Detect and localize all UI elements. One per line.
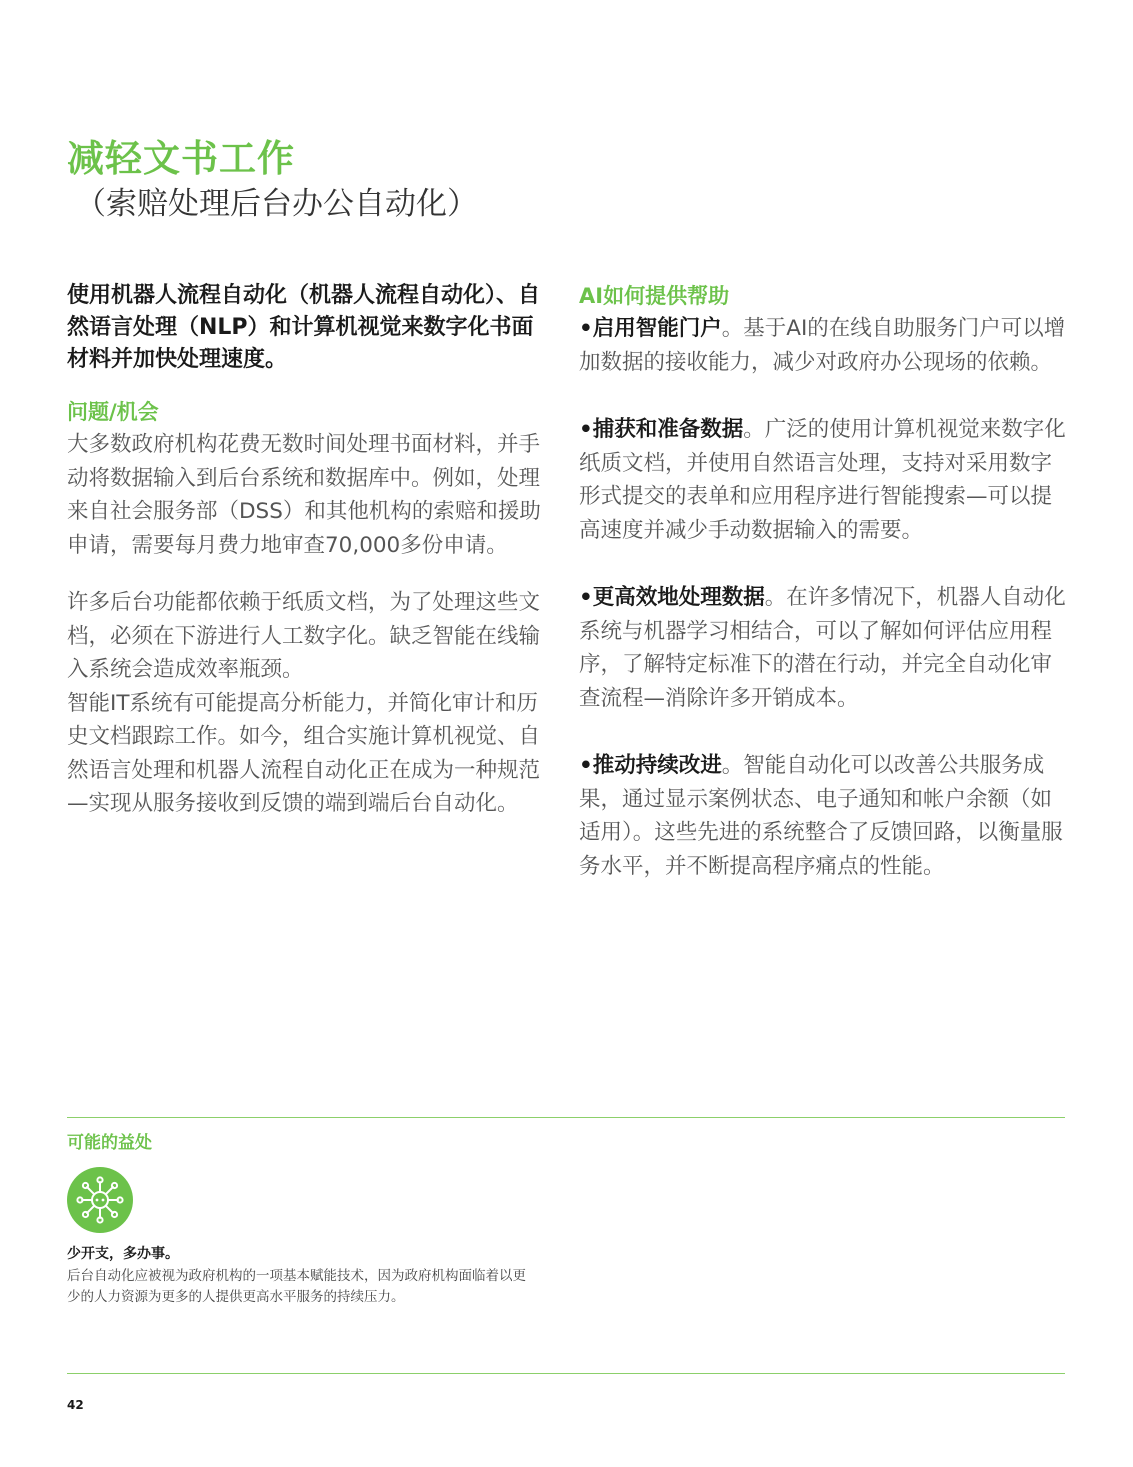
bullet-smart-portal	[579, 312, 1069, 379]
page-subtitle: （索赔处理后台办公自动化）	[75, 186, 478, 222]
lede-paragraph: 使用机器人流程自动化（机器人流程自动化）、自然语言处理（NLP）和计算机视觉来数字化书面材料并加快处理速度。	[67, 283, 541, 372]
bullet-text: 。智能自动化可以改善公共服务成果，通过显示案例状态、电子通知和帐户余额（如适用）。这些先进的系统整合了反馈回路，以衡量服务水平，并不断提高程序痛点的性能。	[579, 753, 1063, 879]
bullet-text: 。广泛的使用计算机视觉来数字化纸质文档，并使用自然语言处理，支持对采用数字形式提交的表单和应用程序进行智能搜索—可以提高速度并减少手动数据输入的需要。	[579, 417, 1066, 543]
bullet-title: •推动持续改进	[579, 753, 722, 778]
network-cost-icon	[66, 1166, 134, 1234]
problem-paragraph-1: 大多数政府机构花费无数时间处理书面材料，并手动将数据输入到后台系统和数据库中。例如，处理来自社会服务部（DSS）和其他机构的索赔和援助申请，需要每月费力地审查70,000多份申请。	[67, 432, 541, 558]
benefit-description: 后台自动化应被视为政府机构的一项基本赋能技术，因为政府机构面临着以更少的人力资源为更多的人提供更高水平服务的持续压力。	[67, 1268, 526, 1305]
page-number: 42	[67, 1398, 84, 1412]
bullet-title: •启用智能门户	[579, 316, 722, 341]
left-column	[67, 280, 545, 821]
bullet-process-data	[579, 581, 1069, 715]
bullet-text: 。基于AI的在线自助服务门户可以增加数据的接收能力，减少对政府办公现场的依赖。	[579, 316, 1066, 375]
benefit-title: 少开支，多办事。	[67, 1246, 179, 1262]
bullet-text: 。在许多情况下，机器人自动化系统与机器学习相结合，可以了解如何评估应用程序，了解特定标准下的潜在行动，并完全自动化审查流程—消除许多开销成本。	[579, 585, 1066, 711]
benefits-label: 可能的益处	[67, 1133, 152, 1153]
bullet-title: •捕获和准备数据	[579, 417, 744, 442]
problem-paragraph-3: 智能IT系统有可能提高分析能力，并简化审计和历史文档跟踪工作。如今，组合实施计算机视觉、自然语言处理和机器人流程自动化正在成为一种规范—实现从服务接收到反馈的端到端后台自动化。	[67, 690, 541, 816]
ai-help-heading: AI如何提供帮助	[579, 284, 730, 308]
bullet-title: •更高效地处理数据	[579, 585, 765, 610]
problem-heading: 问题/机会	[67, 400, 159, 424]
bullet-continuous-improvement	[579, 749, 1069, 883]
benefits-top-divider	[67, 1117, 1065, 1118]
bullet-capture-data	[579, 413, 1069, 547]
page-title: 减轻文书工作	[67, 137, 295, 180]
footer-divider	[67, 1373, 1065, 1374]
problem-paragraph-2: 许多后台功能都依赖于纸质文档，为了处理这些文档，必须在下游进行人工数字化。缺乏智能在线输入系统会造成效率瓶颈。	[67, 590, 541, 682]
paragraph-spacer	[67, 562, 545, 586]
right-column	[579, 280, 1069, 917]
